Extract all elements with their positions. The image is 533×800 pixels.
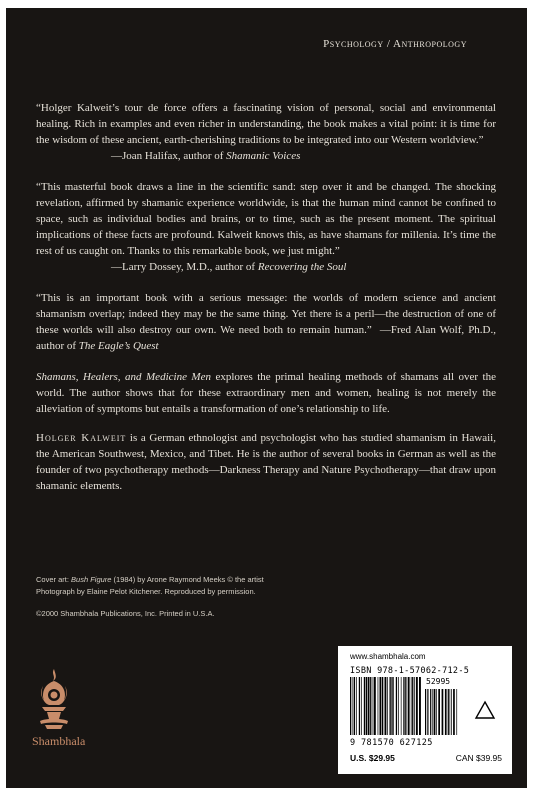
book-description: Shamans, Healers, and Medicine Men explores the primal healing methods of shamans all over the world. The author shows that for these extraordinary men and women, healing is not merely the alleviation of symptoms but entails a transformation of one’s relationship to life. bbox=[36, 371, 496, 415]
credits bbox=[36, 574, 396, 620]
isbn: ISBN 978-1-57062-712-5 bbox=[350, 666, 470, 676]
publisher-name: Shambhala bbox=[32, 734, 86, 748]
quote-attribution: —Joan Halifax, author of Shamanic Voices bbox=[111, 150, 301, 162]
cover-art-credit: Cover art: Bush Figure (1984) by Arone Raymond Meeks © the artist bbox=[36, 575, 264, 584]
quote-text: “Holger Kalweit’s tour de force offers a fascinating vision of personal, social and environmental healing. Rich in examples and even richer in understanding, the book makes a vital point: it is time for the wisdom of these ancient, earth-cherishing traditions to be integrated into our Western worldview.” bbox=[36, 102, 496, 146]
category-label: Psychology / Anthropology bbox=[323, 38, 467, 50]
author-bio: Holger Kalweit is a German ethnologist and psychologist who has studied shamanism in Hawaii, the American Southwest, Mexico, and Tibet. He is the author of several books in German as well as the founder of two psychotherapy methods—Darkness Therapy and Nature Psychotherapy—that draw upon shamanic elements. bbox=[36, 432, 496, 492]
quote-2 bbox=[36, 179, 496, 275]
photo-credit: Photograph by Elaine Pelot Kitchener. Reproduced by permission. bbox=[36, 587, 256, 596]
triangle-icon bbox=[474, 700, 496, 720]
quote-text: “This is an important book with a serious message: the worlds of modern science and ancient shamanism overlap; indeed they may be the same thing. Yet there is a peril—the destruction of one of these worlds will also destroy our own. We need both to remain human.” —Fred Alan Wolf, Ph.D., author of The Eagle’s Quest bbox=[36, 292, 496, 352]
price-us: U.S. $29.95 bbox=[350, 753, 395, 763]
barcode-box bbox=[338, 646, 512, 774]
quote-1 bbox=[36, 100, 496, 164]
publisher-url: www.shambhala.com bbox=[350, 652, 426, 661]
author-name: Holger Kalweit bbox=[36, 432, 127, 444]
quote-attribution: —Fred Alan Wolf, Ph.D., author of The Eagle’s Quest bbox=[36, 324, 496, 352]
book-title: Shamans, Healers, and Medicine Men bbox=[36, 371, 211, 383]
quote-attribution: —Larry Dossey, M.D., author of Recovering the Soul bbox=[111, 261, 347, 273]
shambhala-logo-icon bbox=[36, 668, 72, 730]
cover-text bbox=[36, 100, 496, 507]
back-cover bbox=[6, 8, 527, 788]
quote-3 bbox=[36, 290, 496, 354]
barcode-digits: 9 781570 627125 bbox=[350, 738, 433, 748]
quote-text: “This masterful book draws a line in the scientific sand: step over it and be changed. The shocking revelation, affirmed by shamanic experience worldwide, is that the human mind cannot be confined to space, such as individual bodies and brains, or to time, such as the present moment. The spiritual implications of these facts are profound. Kalweit knows this, as have shamans for millenia. It’s time the rest of us caught on. Thanks to this remarkable book, we just might.” bbox=[36, 181, 496, 257]
copyright-notice: ©2000 Shambhala Publications, Inc. Printed in U.S.A. bbox=[36, 609, 215, 618]
price-can: CAN $39.95 bbox=[455, 753, 502, 763]
price-code: 52995 bbox=[426, 677, 451, 686]
